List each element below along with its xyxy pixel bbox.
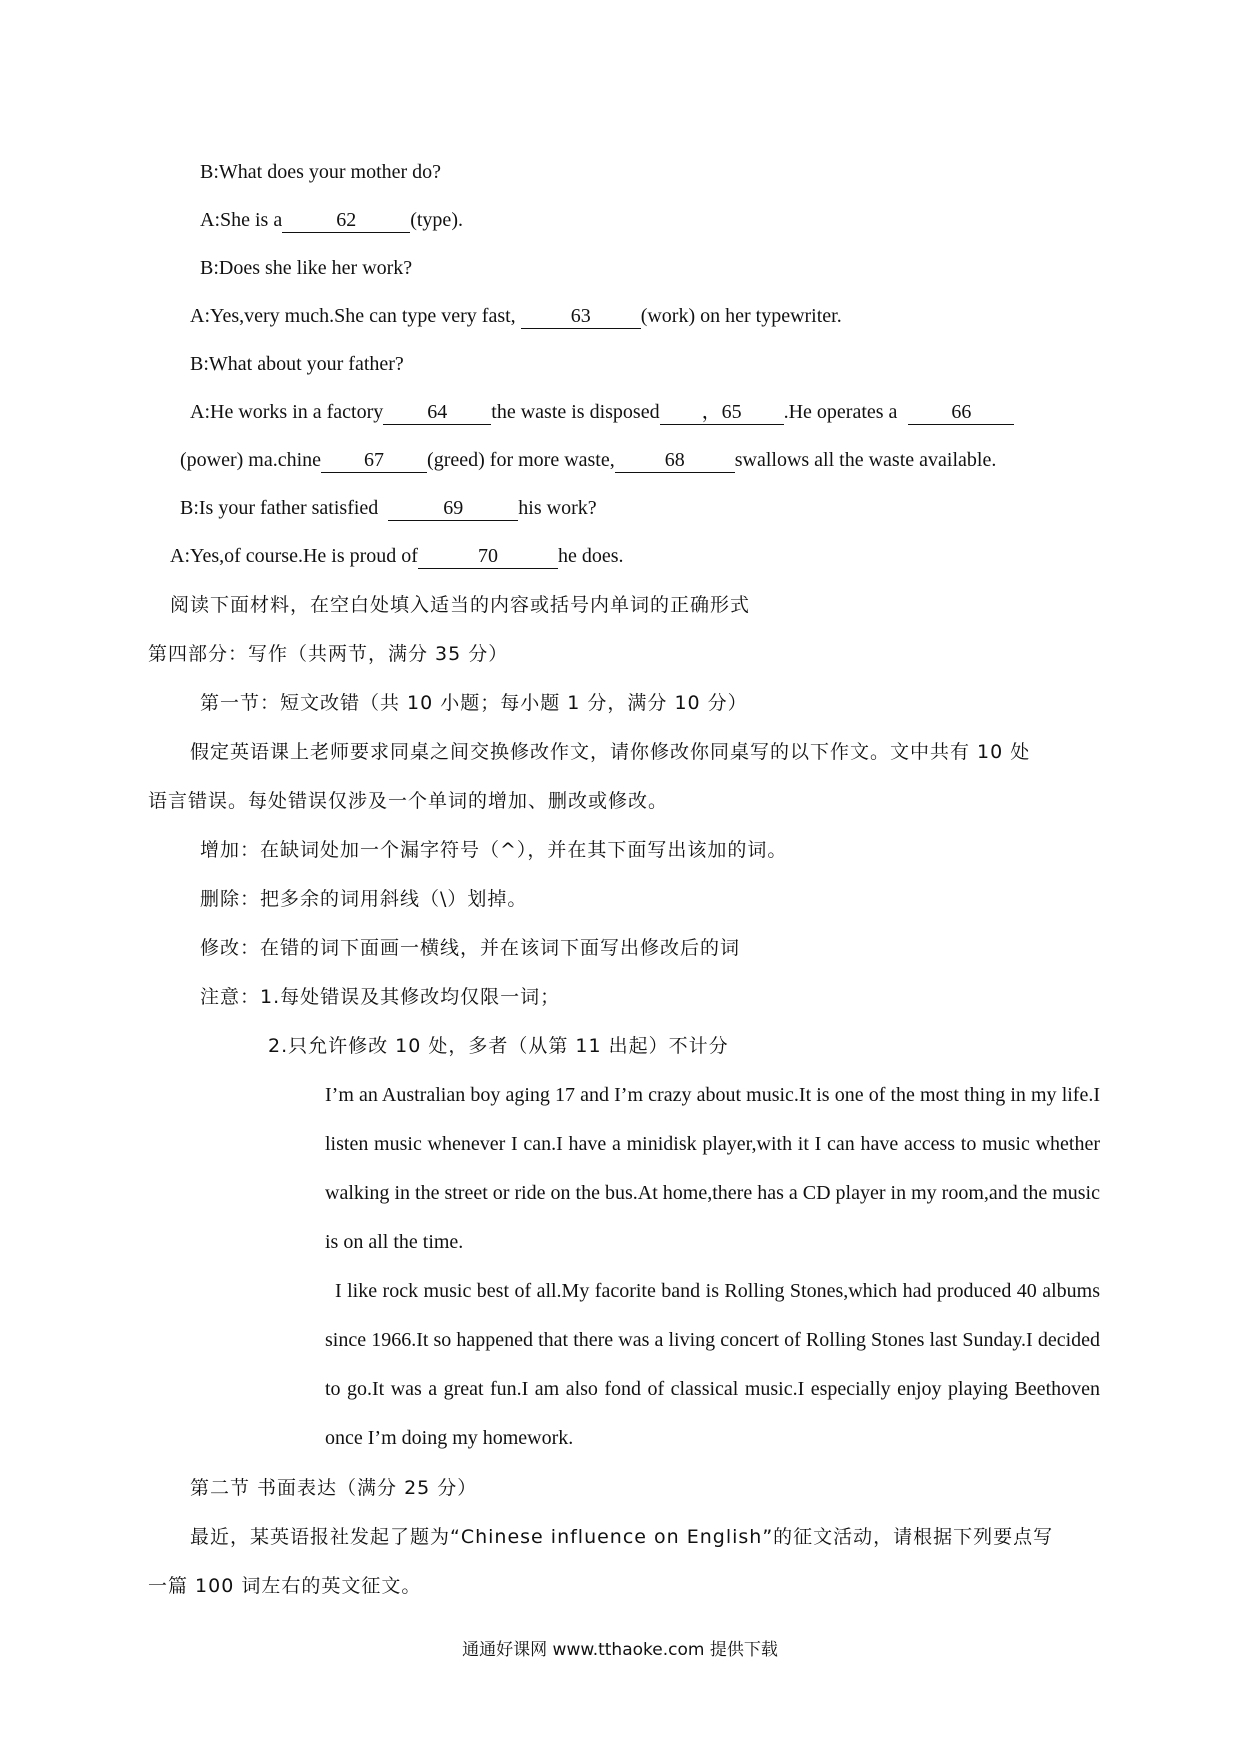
dialogue-text: his work? bbox=[518, 497, 597, 519]
dialogue-text: he does. bbox=[557, 545, 624, 567]
section2-intro: 一篇 100 词左右的英文征文。 bbox=[148, 1575, 422, 1597]
essay-paragraph-2: I like rock music best of all.My facorite band is Rolling Stones,which had produced 40 albums since 1966.It so happened that there was a living concert of Rolling Stones last Sunday.I decided to go.It was a great fun.I am also fond of classical music.I especially enjoy playing Beethoven once I’m doing my homework. bbox=[325, 1280, 1100, 1449]
answer-blank-67[interactable]: 67 bbox=[321, 448, 427, 473]
dialogue-text: (type). bbox=[410, 209, 463, 231]
dialogue-text: (work) on her typewriter. bbox=[640, 305, 842, 327]
page-footer: 通通好课网 www.tthaoke.com 提供下载 bbox=[462, 1640, 778, 1660]
dialogue-line bbox=[200, 254, 412, 282]
dialogue-line bbox=[170, 542, 624, 570]
note-2: 2.只允许修改 10 处，多者（从第 11 出起）不计分 bbox=[268, 1035, 729, 1057]
dialogue-text: B:Does she like her work? bbox=[200, 257, 413, 279]
note-1: 注意：1.每处错误及其修改均仅限一词； bbox=[200, 986, 561, 1008]
section1-intro: 语言错误。每处错误仅涉及一个单词的增加、删改或修改。 bbox=[148, 790, 669, 812]
answer-blank-65[interactable]: ，65 bbox=[660, 400, 784, 425]
section1-intro: 假定英语课上老师要求同桌之间交换修改作文，请你修改你同桌写的以下作文。文中共有 10 处 bbox=[190, 741, 1031, 763]
answer-blank-63[interactable]: 63 bbox=[521, 304, 641, 329]
answer-blank-69[interactable]: 69 bbox=[388, 496, 518, 521]
reading-instruction: 阅读下面材料，在空白处填入适当的内容或括号内单词的正确形式 bbox=[170, 594, 751, 616]
dialogue-text: (greed) for more waste, bbox=[427, 449, 615, 471]
dialogue-line bbox=[180, 494, 597, 522]
section2-intro: 最近，某英语报社发起了题为“Chinese influence on English”的征文活动，请根据下列要点写 bbox=[190, 1526, 1054, 1548]
dialogue-text: A:He works in a factory bbox=[190, 401, 384, 423]
answer-blank-62[interactable]: 62 bbox=[282, 208, 410, 233]
rule-add: 增加：在缺词处加一个漏字符号（^），并在其下面写出该加的词。 bbox=[200, 839, 788, 861]
section2-title: 第二节 书面表达（满分 25 分） bbox=[190, 1477, 478, 1499]
rule-modify: 修改：在错的词下面画一横线，并在该词下面写出修改后的词 bbox=[200, 937, 741, 959]
dialogue-line bbox=[200, 158, 441, 186]
dialogue-text: B:Is your father satisfied bbox=[180, 497, 379, 519]
dialogue-text: B:What does your mother do? bbox=[200, 161, 442, 183]
answer-blank-68[interactable]: 68 bbox=[615, 448, 735, 473]
answer-blank-66[interactable]: 66 bbox=[908, 400, 1014, 425]
rule-delete: 删除：把多余的词用斜线（\）划掉。 bbox=[200, 888, 528, 910]
answer-blank-64[interactable]: 64 bbox=[383, 400, 491, 425]
dialogue-text: A:Yes,of course.He is proud of bbox=[170, 545, 418, 567]
dialogue-line bbox=[180, 446, 996, 474]
dialogue-text: the waste is disposed bbox=[491, 401, 660, 423]
dialogue-text: B:What about your father? bbox=[190, 353, 404, 375]
dialogue-text: (power) ma.chine bbox=[180, 449, 322, 471]
essay-paragraph-1: I’m an Australian boy aging 17 and I’m crazy about music.It is one of the most thing in my life.I listen music whenever I can.I have a minidisk player,with it I can have access to music whether walking in the street or ride on the bus.At home,there has a CD player in my room,and the music is on all the time. bbox=[325, 1084, 1100, 1253]
dialogue-text: .He operates a bbox=[783, 401, 898, 423]
dialogue-line bbox=[190, 350, 404, 378]
essay-text bbox=[325, 1071, 1100, 1463]
part4-title: 第四部分：写作（共两节，满分 35 分） bbox=[148, 643, 509, 665]
section1-title: 第一节：短文改错（共 10 小题；每小题 1 分，满分 10 分） bbox=[200, 692, 748, 714]
dialogue-line bbox=[190, 398, 1014, 426]
answer-blank-70[interactable]: 70 bbox=[418, 544, 558, 569]
dialogue-text: A:She is a bbox=[200, 209, 283, 231]
dialogue-text: swallows all the waste available. bbox=[734, 449, 997, 471]
dialogue-line bbox=[200, 206, 463, 234]
dialogue-line bbox=[190, 302, 842, 330]
dialogue-text: A:Yes,very much.She can type very fast, bbox=[190, 305, 516, 327]
